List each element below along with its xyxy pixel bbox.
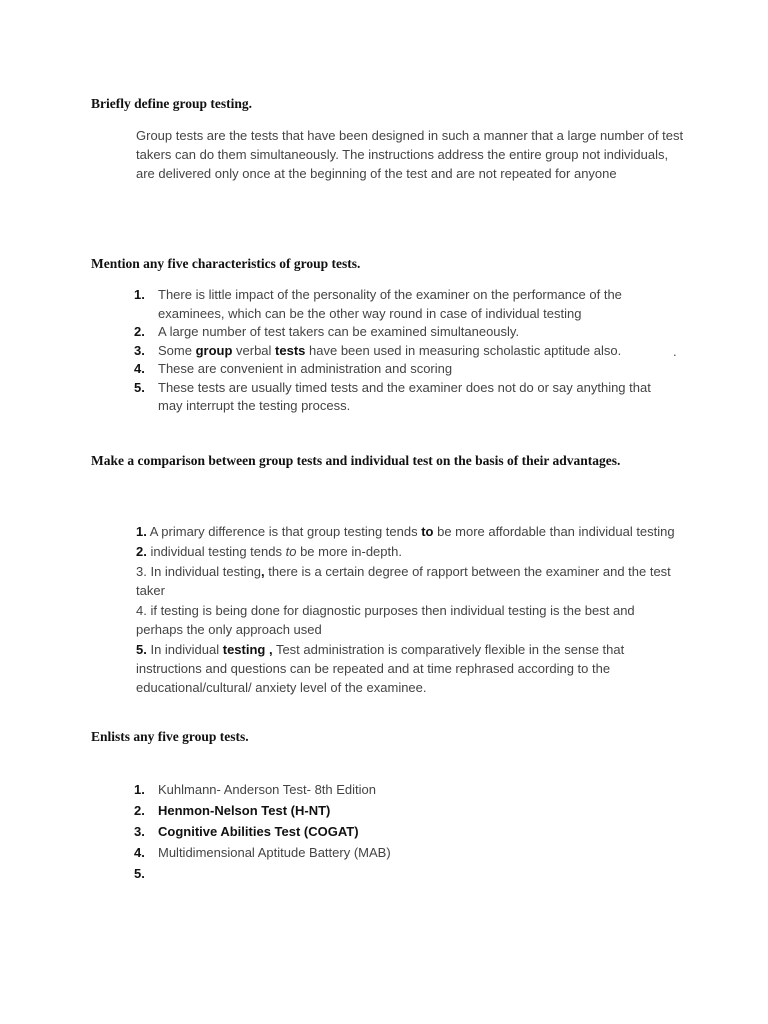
list-item: 1. Kuhlmann- Anderson Test- 8th Edition [134,782,377,797]
heading-define-group-testing: Briefly define group testing. [91,96,252,111]
list-item: 5. [134,866,145,881]
heading-five-group-tests: Enlists any five group tests. [91,729,249,744]
comparison-answer [136,522,676,697]
list-item: 2. A large number of test takers can be examined simultaneously. [134,324,520,339]
comparison-point: 4. if testing is being done for diagnostic purposes then individual testing is the best and perhaps the only approach used [136,603,635,637]
comparison-point: 5. In individual testing , Test administration is comparatively flexible in the sense that instructions and questions can be repeated and at time rephrased according to the educational/cultural/ anxiety level of the examinee. [136,642,625,695]
heading-comparison: Make a comparison between group tests and individual test on the basis of their advantages. [91,453,621,468]
list-item: 3. Cognitive Abilities Test (COGAT) [134,824,359,839]
comparison-point: 2. individual testing tends to be more in-depth. [136,544,402,559]
heading-five-characteristics: Mention any five characteristics of group tests. [91,256,361,271]
list-item: 5. These tests are usually timed tests and the examiner does not do or say anything that may interrupt the testing process. [134,379,651,413]
comparison-point: 3. In individual testing, there is a certain degree of rapport between the examiner and the test taker [136,564,671,598]
characteristics-list [134,286,664,416]
list-item: 4. These are convenient in administration and scoring [134,361,453,376]
comparison-point: 1. A primary difference is that group testing tends to be more affordable than individual testing [136,524,675,539]
list-item: 3. Some group verbal tests have been used in measuring scholastic aptitude also. [134,342,622,358]
list-item: 1. There is little impact of the personality of the examiner on the performance of the examinees, which can be the other way round in case of individual testing [134,287,622,321]
list-item: 4. Multidimensional Aptitude Battery (MAB) [134,845,391,860]
answer-define-group-testing: Group tests are the tests that have been designed in such a manner that a large number of test takers can do them simultaneously. The instructions address the entire group not individuals, are delivered only once at the beginning of the test and are not repeated for anyone [136,128,684,181]
stray-dot: . [673,344,677,359]
group-tests-list [134,779,534,884]
list-item: 2. Henmon-Nelson Test (H-NT) [134,803,331,818]
